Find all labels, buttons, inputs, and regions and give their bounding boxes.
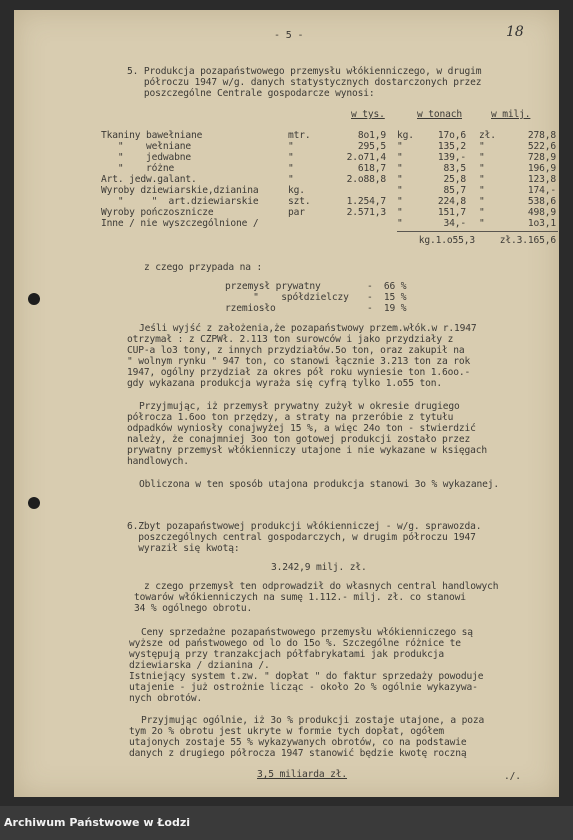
section6-line: poszczególnych central gospodarczych, w drugim półroczu 1947 (127, 532, 476, 543)
section6-p3-line: danych z drugiego półrocza 1947 stanowić będzie kwotę roczną (129, 748, 467, 759)
row-mil: 174,- (527, 185, 556, 196)
section6-final-amount: 3,5 miliarda zł. (257, 769, 348, 780)
row-qty: 618,7 (357, 163, 386, 174)
section6-p3-line: tym 2o % obrotu jest ukryte w formie tych dopłat, ogółem (129, 726, 445, 737)
total-rule (397, 231, 475, 232)
row-tons: 151,7 (437, 207, 466, 218)
row-mil-unit: " (479, 141, 485, 152)
section6-p2-line: nych obrotów. (129, 693, 203, 704)
section6-after-line: towarów włókienniczych na sumę 1.112.- milj. zł. co stanowi (134, 592, 466, 603)
row-tons: 17o,6 (437, 130, 466, 141)
row-name: " " art.dziewiarskie (101, 196, 259, 207)
shares-intro: z czego przypada na : (144, 262, 263, 273)
row-mil-unit: zł. (479, 130, 496, 141)
archive-footer (0, 806, 573, 840)
section6-p2-line: Ceny sprzedażne pozapaństwowego przemysłu włókienniczego są (141, 627, 473, 638)
row-unit: " (288, 163, 294, 174)
paragraph-line: " wolnym rynku " 947 ton, co stanowi łącznie 3.213 ton za rok (127, 356, 471, 367)
section6-p2-line: Istniejący system t.zw. " dopłat " do faktur sprzedaży powoduje (129, 671, 484, 682)
row-ton-unit: " (397, 218, 403, 229)
share-value: - 15 % (367, 292, 407, 303)
row-mil: 498,9 (527, 207, 556, 218)
handwritten-page-number: 18 (506, 24, 524, 40)
paragraph-line: Obliczona w ten sposób utajona produkcja stanowi 3o % wykazanej. (139, 479, 500, 490)
row-tons: 83,5 (443, 163, 466, 174)
row-name: Inne / nie wyszczególnione / (101, 218, 259, 229)
share-value: - 66 % (367, 281, 407, 292)
archive-name: Archiwum Państwowe w Łodzi (4, 816, 191, 829)
row-qty: 2.o88,8 (346, 174, 386, 185)
row-ton-unit: " (397, 163, 403, 174)
row-mil: 196,9 (527, 163, 556, 174)
row-unit: par (288, 207, 305, 218)
section5-line-1: 5. Produkcja pozapaństwowego przemysłu włókienniczego, w drugim (127, 66, 482, 77)
section6-after-line: z czego przemysł ten odprowadził do własnych central handlowych (144, 581, 499, 592)
row-unit: " (288, 174, 294, 185)
row-mil-unit: " (479, 207, 485, 218)
row-name: " jedwabne (101, 152, 192, 163)
total-rule (474, 231, 558, 232)
paragraph-line: gdy wykazana produkcja wyraża się cyfrą tylko 1.o55 ton. (127, 378, 443, 389)
row-name: " różne (101, 163, 175, 174)
section6-p2-line: utajenie - już ostrożnie licząc - około 2o % ogólnie wykazywa- (129, 682, 478, 693)
section6-line: wyraził się kwotą: (127, 543, 240, 554)
document-page (14, 10, 559, 797)
row-mil-unit: " (479, 152, 485, 163)
row-unit: " (288, 141, 294, 152)
table-header: w tys. (351, 109, 385, 120)
row-qty: 2.o71,4 (346, 152, 386, 163)
row-qty: 1.254,7 (346, 196, 386, 207)
section6-after-line: 34 % ogólnego obrotu. (134, 603, 253, 614)
row-mil-unit: " (479, 196, 485, 207)
section6-p2-line: wyższe od państwowego od lo do 15o %. Szczególne różnice te (129, 638, 461, 649)
row-ton-unit: " (397, 207, 403, 218)
row-ton-unit: " (397, 174, 403, 185)
row-name: Wyroby pończosznicze (101, 207, 214, 218)
row-mil: 278,8 (527, 130, 556, 141)
row-mil-unit: " (479, 174, 485, 185)
row-unit: kg. (288, 185, 305, 196)
row-tons: 135,2 (437, 141, 466, 152)
row-qty: 8o1,9 (357, 130, 386, 141)
section5-line-3: poszczególne Centrale gospodarcze wynosi: (127, 88, 375, 99)
row-tons: 85,7 (443, 185, 466, 196)
share-label: przemysł prywatny (225, 281, 321, 292)
row-unit: " (288, 152, 294, 163)
table-header: w milj. (491, 109, 531, 120)
row-mil: 123,8 (527, 174, 556, 185)
row-ton-unit: " (397, 185, 403, 196)
share-label: rzemiosło (225, 303, 276, 314)
row-unit: mtr. (288, 130, 311, 141)
section5-line-2: półroczu 1947 w/g. danych statystycznych dostarczonych przez (127, 77, 482, 88)
paragraph-line: odpadków wyniosły conajwyżej 15 %, a więc 24o ton - stwierdzić (127, 423, 476, 434)
section6-p3-line: utajonych zostaje 55 % wykazywanych obrotów, co na podstawie (129, 737, 467, 748)
paragraph-line: półrocza 1.6oo ton przędzy, a straty na przeróbie z tytułu (127, 412, 454, 423)
row-mil-unit: " (479, 163, 485, 174)
section6-line: 6.Zbyt pozapaństwowej produkcji włókienniczej - w/g. sprawozda. (127, 521, 482, 532)
total-mil: zł.3.165,6 (499, 235, 556, 246)
row-qty: 295,5 (357, 141, 386, 152)
row-tons: 139,- (437, 152, 466, 163)
row-name: Art. jedw.galant. (101, 174, 197, 185)
row-name: " wełniane (101, 141, 192, 152)
paragraph-line: CUP-a lo3 tony, z innych przydziałów.5o ton, oraz zakupił na (127, 345, 465, 356)
row-ton-unit: kg. (397, 130, 414, 141)
total-tons: kg.1.o55,3 (418, 235, 475, 246)
paragraph-line: prywatny przemysł włókienniczy utajone i nie wykazane w księgach (127, 445, 488, 456)
row-unit: szt. (288, 196, 311, 207)
row-mil: 728,9 (527, 152, 556, 163)
section6-amount: 3.242,9 milj. zł. (271, 562, 367, 573)
paragraph-line: 1947, ogólny przydział za okres pół roku wyniesie ton 1.6oo.- (127, 367, 471, 378)
page-number: - 5 - (274, 30, 304, 41)
row-name: Tkaniny bawełniane (101, 130, 203, 141)
paragraph-line: handlowych. (127, 456, 189, 467)
row-mil-unit: " (479, 218, 485, 229)
row-mil-unit: " (479, 185, 485, 196)
table-header: w tonach (417, 109, 463, 120)
punch-hole (28, 497, 40, 509)
punch-hole (28, 293, 40, 305)
row-tons: 34,- (443, 218, 466, 229)
row-mil: 522,6 (527, 141, 556, 152)
row-mil: 1o3,1 (527, 218, 556, 229)
share-label: " spółdzielczy (225, 292, 349, 303)
row-mil: 538,6 (527, 196, 556, 207)
row-name: Wyroby dziewiarskie,dzianina (101, 185, 259, 196)
row-qty: 2.571,3 (346, 207, 386, 218)
section6-p3-line: Przyjmując ogólnie, iż 3o % produkcji zostaje utajone, a poza (141, 715, 485, 726)
end-mark: ./. (504, 771, 521, 782)
paragraph-line: należy, że conajmniej 3oo ton gotowej produkcji zostało przez (127, 434, 471, 445)
paragraph-line: Jeśli wyjść z założenia,że pozapaństwowy przem.włók.w r.1947 (139, 323, 477, 334)
row-ton-unit: " (397, 152, 403, 163)
row-ton-unit: " (397, 196, 403, 207)
row-tons: 224,8 (437, 196, 466, 207)
section6-p2-line: występują przy tranzakcjach półfabrykatami jak produkcja (129, 649, 445, 660)
paragraph-line: Przyjmując, iż przemysł prywatny zużył w okresie drugiego (139, 401, 460, 412)
section6-p2-line: dziewiarska / dzianina /. (129, 660, 270, 671)
row-tons: 25,8 (443, 174, 466, 185)
row-ton-unit: " (397, 141, 403, 152)
paragraph-line: otrzymał : z CZPWł. 2.113 ton surowców i jako przydziały z (127, 334, 454, 345)
share-value: - 19 % (367, 303, 407, 314)
